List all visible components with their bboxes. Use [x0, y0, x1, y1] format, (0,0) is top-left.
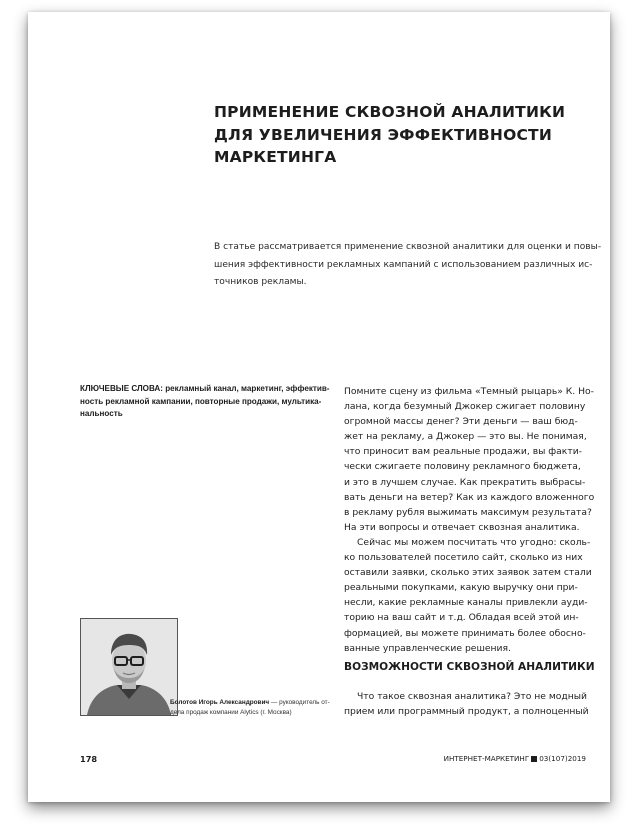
body-line: ко пользователей посетило сайт, сколько из них	[344, 552, 583, 564]
journal-page	[28, 12, 610, 802]
abstract-line: точников рекламы.	[214, 277, 307, 288]
author-caption	[170, 698, 330, 717]
body-line: формацией, вы можете принимать более обосно-	[344, 627, 586, 639]
body-line: вать деньги на ветер? Как из каждого вложенного	[344, 491, 595, 503]
body-line: Помните сцену из фильма «Темный рыцарь» К. Но-	[344, 386, 594, 397]
abstract-line: В статье рассматривается применение сквозной аналитики для оценки и повы-	[214, 242, 602, 252]
abstract-line: шения эффективности рекламных кампаний с использованием различных ис-	[214, 259, 593, 270]
author-photo	[80, 618, 178, 716]
keywords-line: ность рекламной кампании, повторные продажи, мультика-	[80, 396, 322, 406]
body-line: На эти вопросы и отвечает сквозная аналитика.	[344, 521, 580, 533]
body-line: оставили заявки, сколько этих заявок затем стали	[344, 567, 592, 579]
issue-number: 03(107)2019	[539, 754, 586, 763]
body-line: торию на ваш сайт и т.д. Обладая всей этой ин-	[344, 612, 579, 624]
keywords-line: КЛЮЧЕВЫЕ СЛОВА: рекламный канал, маркетинг, эффектив-	[80, 384, 330, 393]
body-line: ванные управленческие решения.	[344, 642, 511, 654]
body-line: жет на рекламу, а Джокер — это вы. Не понимая,	[344, 431, 587, 443]
author-portrait-image	[81, 619, 177, 715]
author-caption-line: дела продаж компании Alytics (г. Москва)	[170, 708, 292, 716]
body-line: несли, какие рекламные каналы привлекли ауди-	[344, 597, 588, 609]
body-line: и это в лучшем случае. Как прекратить выбрасы-	[344, 476, 586, 488]
body-text-column	[344, 384, 602, 656]
article-abstract	[214, 239, 602, 292]
title-line: МАРКЕТИНГА	[214, 148, 337, 166]
body-line: лана, когда безумный Джокер сжигает половину	[344, 401, 586, 413]
body-line: реальными покупками, какую выручку они при-	[344, 582, 578, 594]
body-line: прием или программный продукт, а полноценный	[344, 706, 589, 718]
title-line: ДЛЯ УВЕЛИЧЕНИЯ ЭФФЕКТИВНОСТИ	[214, 125, 553, 144]
body-line: огромной массы денег? Эти деньги — ваш бюд-	[344, 416, 578, 428]
body-line: что приносит вам реальные продажи, вы факти-	[344, 446, 582, 458]
body-line: Что такое сквозная аналитика? Это не модный	[357, 691, 587, 702]
page-number: 178	[80, 754, 98, 764]
author-caption-line	[170, 698, 330, 708]
running-footer	[444, 754, 586, 763]
keywords-block	[80, 383, 342, 421]
section-text	[344, 689, 606, 719]
section-heading: ВОЗМОЖНОСТИ СКВОЗНОЙ АНАЛИТИКИ	[344, 661, 595, 673]
author-name: Болотов Игорь Александрович	[170, 699, 270, 706]
article-title	[214, 101, 574, 169]
square-separator-icon	[531, 756, 537, 762]
author-role: — руководитель от-	[269, 699, 330, 706]
title-line: ПРИМЕНЕНИЕ СКВОЗНОЙ АНАЛИТИКИ	[214, 103, 566, 121]
body-line: Сейчас мы можем посчитать что угодно: сколь-	[357, 536, 591, 548]
journal-name: ИНТЕРНЕТ-МАРКЕТИНГ	[443, 754, 530, 763]
body-line: чески сжигаете половину рекламного бюджета,	[344, 461, 581, 473]
keywords-line: нальность	[80, 409, 123, 419]
body-line: в рекламу рубля выжимать максимум результата?	[344, 506, 592, 518]
